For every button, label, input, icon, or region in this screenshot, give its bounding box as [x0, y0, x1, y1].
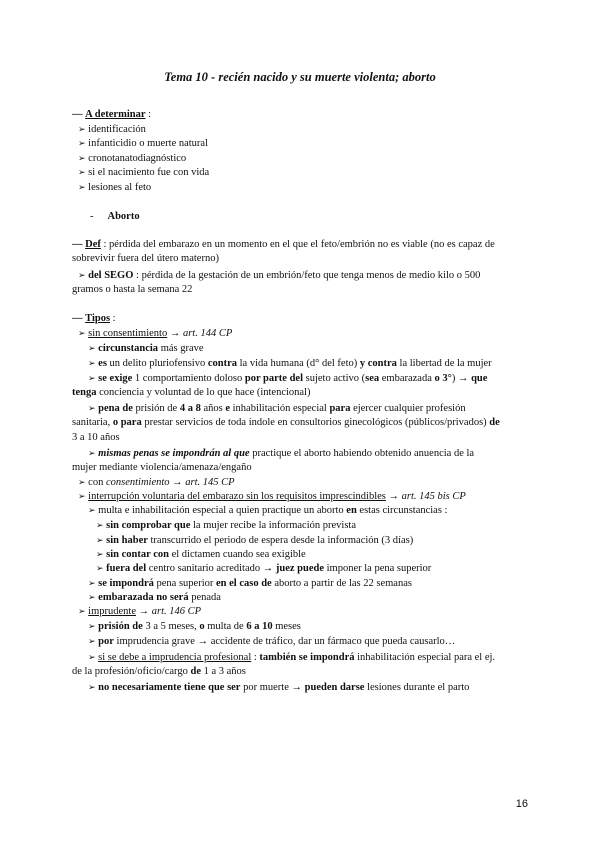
list-item: ➢ sin haber transcurrido el periodo de espera desde la información (3 días) [96, 535, 414, 546]
list-item: ➢ multa e inhabilitación especial a quien practique un aborto en estas circunstancias : [88, 505, 448, 516]
list-item-cont: sanitaria, o para prestar servicios de toda índole en consultorios ginecológicos (públicos/privados) de [72, 417, 500, 428]
tipos-heading: — Tipos : [72, 313, 116, 324]
list-item: ➢ con consentimiento → art. 145 CP [78, 477, 235, 488]
list-item: ➢ se impondrá pena superior en el caso de aborto a partir de las 22 semanas [88, 578, 412, 589]
list-item: ➢ infanticidio o muerte natural [78, 138, 209, 149]
list-item: ➢ es un delito pluriofensivo contra la vida humana (d° del feto) y contra la libertad de la mujer [88, 358, 492, 369]
list-item: ➢ imprudente → art. 146 CP [78, 606, 202, 617]
list-item: ➢ mismas penas se impondrán al que practique el aborto habiendo obtenido anuencia de la [88, 448, 475, 459]
list-item: ➢ circunstancia más grave [88, 343, 204, 354]
list-item: ➢ identificación [78, 124, 146, 135]
list-item: ➢ si el nacimiento fue con vida [78, 167, 210, 178]
list-item: ➢ se exige 1 comportamiento doloso por parte del sujeto activo (sea embarazada o 3°) → que [88, 373, 488, 384]
list-item: ➢ por imprudencia grave → accidente de tráfico, dar un fármaco que pueda causarlo… [88, 636, 456, 647]
list-item: ➢ sin contar con el dictamen cuando sea exigible [96, 549, 306, 560]
list-item: ➢ no necesariamente tiene que ser por muerte → pueden darse lesiones durante el parto [88, 682, 470, 693]
def-line: sobrevivir fuera del útero materno) [72, 253, 219, 264]
determinar-heading: — A determinar : [72, 109, 152, 120]
list-item: ➢ fuera del centro sanitario acreditado → juez puede imponer la pena superior [96, 563, 432, 574]
list-item-cont: mujer mediante violencia/amenaza/engaño [72, 462, 252, 473]
list-item: ➢ sin consentimiento → art. 144 CP [78, 328, 233, 339]
sego-line: ➢ del SEGO : pérdida de la gestación de un embrión/feto que tenga menos de medio kilo o 500 [78, 270, 481, 281]
list-item: ➢ interrupción voluntaria del embarazo sin los requisitos imprescindibles → art. 145 bis CP [78, 491, 466, 502]
list-item-cont: de la profesión/oficio/cargo de 1 a 3 años [72, 666, 246, 677]
list-item: ➢ cronotanatodiagnóstico [78, 153, 187, 164]
list-item: ➢ si se debe a imprudencia profesional : también se impondrá inhabilitación especial para el ej. [88, 652, 496, 663]
list-item: ➢ embarazada no será penada [88, 592, 221, 603]
list-item: ➢ pena de prisión de 4 a 8 años e inhabilitación especial para ejercer cualquier profesión [88, 403, 466, 414]
list-item: ➢ lesiones al feto [78, 182, 152, 193]
page-title: Tema 10 - recién nacido y su muerte violenta; aborto [164, 70, 436, 84]
page-number: 16 [515, 798, 528, 810]
list-item-cont: 3 a 10 años [72, 432, 120, 443]
list-item-cont: tenga conciencia y voluntad de lo que hace (intencional) [72, 387, 311, 398]
list-item: ➢ prisión de 3 a 5 meses, o multa de 6 a 10 meses [88, 621, 301, 632]
def-line: — Def : pérdida del embarazo en un momento en el que el feto/embrión no es viable (no es capaz de [72, 239, 495, 250]
aborto-heading: - Aborto [90, 211, 140, 222]
sego-line: gramos o hasta la semana 22 [72, 284, 193, 295]
list-item: ➢ sin comprobar que la mujer recibe la información prevista [96, 520, 356, 531]
